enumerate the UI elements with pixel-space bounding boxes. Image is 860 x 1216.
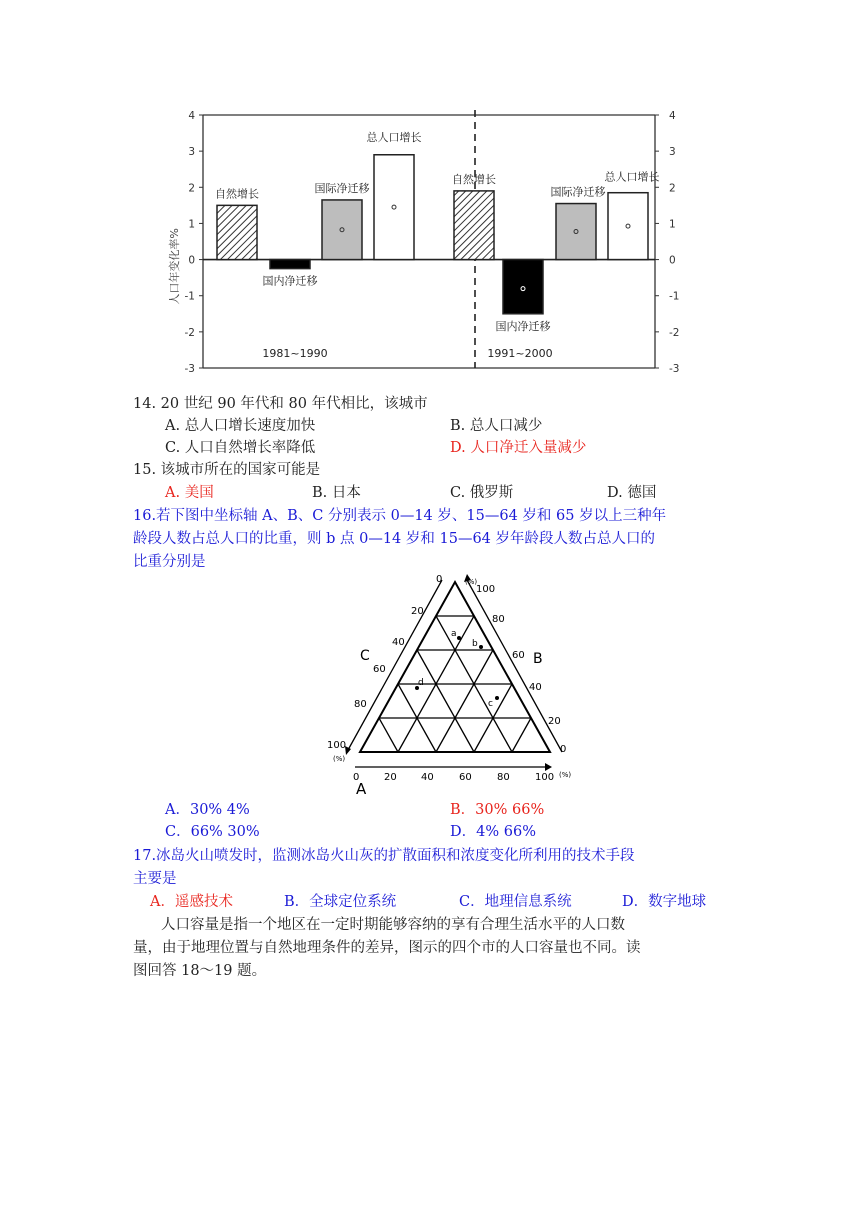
y-tick-label-left: 4 [188,110,195,122]
population-change-chart [160,100,720,380]
question-14-stem: 14. 20 世纪 90 年代和 80 年代相比，该城市 [133,396,428,412]
b-tick-0: 0 [560,744,567,755]
point-a-marker [457,636,461,640]
y-tick-label-left: -3 [184,363,195,375]
bar [608,193,648,260]
y-tick-label-right: 2 [669,182,676,195]
passage-line-1: 人口容量是指一个地区在一定时期能够容纳的享有合理生活水平的人口数 [161,917,625,933]
question-16-option-c: C．66% 30% [165,824,260,840]
y-tick-label-right: 0 [669,254,676,267]
b-tick-60: 60 [512,650,525,661]
question-17-option-c: C．地理信息系统 [459,894,572,910]
y-tick-label-right: -3 [669,363,680,375]
bar [217,205,257,259]
c-tick-20: 20 [411,606,424,617]
question-17-option-d: D．数字地球 [622,894,707,910]
b-tick-40: 40 [529,682,542,693]
bar [556,204,596,260]
question-16-option-b: B．30% 66% [450,802,545,818]
bar-label: 总人口增长 [366,130,422,144]
c-tick-0: 0 [436,574,443,585]
question-16-option-a: A．30% 4% [165,802,250,818]
bar-label: 国内净迁移 [495,319,551,333]
question-15-option-a: A. 美国 [165,485,214,501]
axis-c-label: C [360,648,370,664]
period-label: 1981~1990 [262,347,328,360]
b-tick-100: 100 [476,584,496,595]
y-tick-label-left: 2 [188,182,195,195]
question-17-line-1: 17.冰岛火山喷发时，监测冰岛火山灰的扩散面积和浓度变化所利用的技术手段 [133,848,635,864]
bar-label: 国际净迁移 [550,185,606,199]
y-tick-label-left: -2 [184,326,195,339]
y-tick-label-left: 1 [188,218,195,231]
bar-label: 国内净迁移 [262,274,318,288]
bar-label: 自然增长 [215,187,259,201]
point-d-label: d [418,678,424,688]
question-17-option-a: A．遥感技术 [150,894,233,910]
question-16-line-3: 比重分别是 [133,554,206,570]
bar [374,155,414,260]
axis-a-arrow [545,763,552,771]
b-tick-80: 80 [492,614,505,625]
question-16-line-2: 龄段人数占总人口的比重，则 b 点 0—14 岁和 15—64 岁年龄段人数占总人口的 [133,531,656,547]
a-tick-0: 0 [353,772,360,783]
question-15-option-c: C. 俄罗斯 [450,485,514,501]
c-tick-80: 80 [354,699,367,710]
bar-label: 国际净迁移 [314,181,370,195]
question-14-option-d: D. 人口净迁入量减少 [450,440,587,456]
y-tick-label-left: 3 [188,146,195,159]
a-tick-100: 100 [535,772,555,783]
period-label: 1991~2000 [487,347,553,360]
y-tick-label-right: 1 [669,218,676,231]
axis-c-line [348,580,442,750]
point-a-label: a [451,629,457,639]
bar-label: 总人口增长 [604,170,660,184]
c-tick-60: 60 [373,664,386,675]
question-17-option-b: B．全球定位系统 [284,894,397,910]
passage-line-3: 图回答 18～19 题。 [133,963,267,979]
point-b-label: b [472,639,478,649]
question-15-stem: 15. 该城市所在的国家可能是 [133,462,321,478]
bar-label: 自然增长 [452,172,496,186]
question-14-option-c: C. 人口自然增长率降低 [165,440,316,456]
y-tick-label-right: -1 [669,290,680,303]
c-tick-40: 40 [392,637,405,648]
axis-b-label: B [533,651,543,667]
c-tick-100: 100 [327,740,347,751]
a-unit: (%) [559,771,572,779]
triangle-outline [360,582,550,752]
a-tick-60: 60 [459,772,472,783]
b-unit: (%) [465,578,478,586]
y-tick-label-left: -1 [184,290,195,303]
passage-line-2: 量，由于地理位置与自然地理条件的差异，图示的四个市的人口容量也不同。读 [133,940,641,956]
bar [322,200,362,260]
y-tick-label-right: 3 [669,146,676,159]
b-tick-20: 20 [548,716,561,727]
y-tick-label-right: 4 [669,110,676,122]
y-axis-label: 人口年变化率% [168,228,181,305]
bar [454,191,494,260]
a-tick-20: 20 [384,772,397,783]
question-15-option-b: B. 日本 [312,485,361,501]
question-14-option-a: A. 总人口增长速度加快 [165,418,316,434]
question-14-option-b: B. 总人口减少 [450,418,543,434]
point-c-label: c [488,699,493,709]
ternary-age-structure-diagram [320,572,580,794]
question-17-line-2: 主要是 [133,871,177,887]
axis-a-label: A [356,780,367,794]
y-tick-label-right: -2 [669,326,680,339]
bar [270,260,310,269]
y-tick-label-left: 0 [188,254,195,267]
point-c-marker [495,696,499,700]
c-unit: (%) [333,755,346,763]
question-15-option-d: D. 德国 [607,485,657,501]
question-16-line-1: 16.若下图中坐标轴 A、B、C 分别表示 0—14 岁、15—64 岁和 65 岁以上三种年 [133,508,667,524]
a-tick-80: 80 [497,772,510,783]
question-16-option-d: D．4% 66% [450,824,536,840]
point-b-marker [479,645,483,649]
a-tick-40: 40 [421,772,434,783]
